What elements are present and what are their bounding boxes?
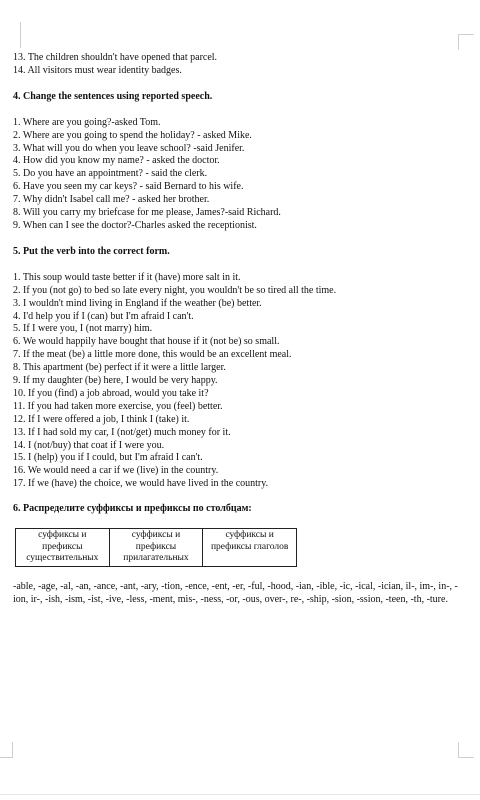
list-item: 15. I (help) you if I could, but I'm afraid I can't. [13,452,203,464]
list-item: 3. What will you do when you leave school? -said Jenifer. [13,142,245,154]
list-item: 13. The children shouldn't have opened that parcel. [13,52,218,63]
crop-mark-top-right [458,34,459,50]
crop-mark-top-right-h [458,34,474,35]
section-6-heading: 6. Распределите суффиксы и префиксы по столбцам: [13,503,252,515]
list-item: 2. If you (not go) to bed so late every night, you wouldn't be so tired all the time. [13,284,337,296]
list-item: 9. When can I see the doctor?-Charles asked the receptionist. [13,219,257,231]
list-item: 16. We would need a car if we (live) in the country. [13,465,219,477]
list-item: 10. If you (find) a job abroad, would you take it? [13,387,209,399]
table-header-adjectives: суффиксы и префиксы прилагательных [109,529,203,567]
list-item: 13. If I had sold my car, I (not/get) much money for it. [13,426,231,438]
section-4-list [13,117,468,233]
table-header-nouns: суффиксы и префиксы существительных [16,529,110,567]
list-item: 11. If you had taken more exercise, you (feel) better. [13,400,223,412]
list-item: 1. This soup would taste better if it (have) more salt in it. [13,271,241,283]
list-item: 8. This apartment (be) perfect if it were a little larger. [13,362,226,374]
carryover-list [13,52,468,78]
page-bottom-edge [0,794,480,795]
crop-mark-bottom-right [458,742,459,758]
list-item: 5. If I were you, I (not marry) him. [13,323,153,335]
list-item: 8. Will you carry my briefcase for me please, James?-said Richard. [13,207,281,219]
list-item: 4. I'd help you if I (can) but I'm afraid I can't. [13,310,194,322]
list-item: 12. If I were offered a job, I think I (take) it. [13,413,190,425]
list-item: 7. If the meat (be) a little more done, this would be an excellent meal. [13,349,292,361]
section-5-heading: 5. Put the verb into the correct form. [13,245,170,257]
list-item: 2. Where are you going to spend the holiday? - asked Mike. [13,129,252,141]
document-content [13,52,468,606]
table-header-verbs: суффиксы и префиксы глаголов [203,529,297,567]
suffix-list-text: -able, -age, -al, -an, -ance, -ant, -ary, -tion, -ence, -ent, -er, -ful, -hood, -ian, -ible, -ic, -ical, -ician, il-, im-, in-, -ion, ir-, -ish, -ism, -ist, -ive, -less, -ment, mis-, -ness, -or, -ous, over-, re-, -ship, -sion, -ssion, -teen, -th, -ture. [13,580,458,605]
suffix-list [13,581,468,607]
section-4-heading: 4. Change the sentences using reported speech. [13,90,213,102]
list-item: 9. If my daughter (be) here, I would be very happy. [13,375,218,387]
list-item: 1. Where are you going?-asked Tom. [13,116,161,128]
list-item: 14. I (not/buy) that coat if I were you. [13,439,165,451]
list-item: 17. If we (have) the choice, we would have lived in the country. [13,478,269,490]
crop-mark-bottom-left [12,742,13,758]
list-item: 14. All visitors must wear identity badges. [13,64,182,76]
crop-mark-bottom-right-h [458,757,474,758]
table-row [16,529,297,567]
section-5-list [13,272,468,491]
list-item: 7. Why didn't Isabel call me? - asked her brother. [13,194,210,206]
list-item: 4. How did you know my name? - asked the doctor. [13,155,220,167]
list-item: 3. I wouldn't mind living in England if the weather (be) better. [13,297,262,309]
crop-mark-top-left [20,22,21,48]
crop-mark-bottom-left-h [0,757,13,758]
list-item: 6. We would happily have bought that house if it (not be) so small. [13,336,280,348]
list-item: 5. Do you have an appointment? - said the clerk. [13,168,208,180]
list-item: 6. Have you seen my car keys? - said Bernard to his wife. [13,181,244,193]
suffix-table [15,528,297,567]
